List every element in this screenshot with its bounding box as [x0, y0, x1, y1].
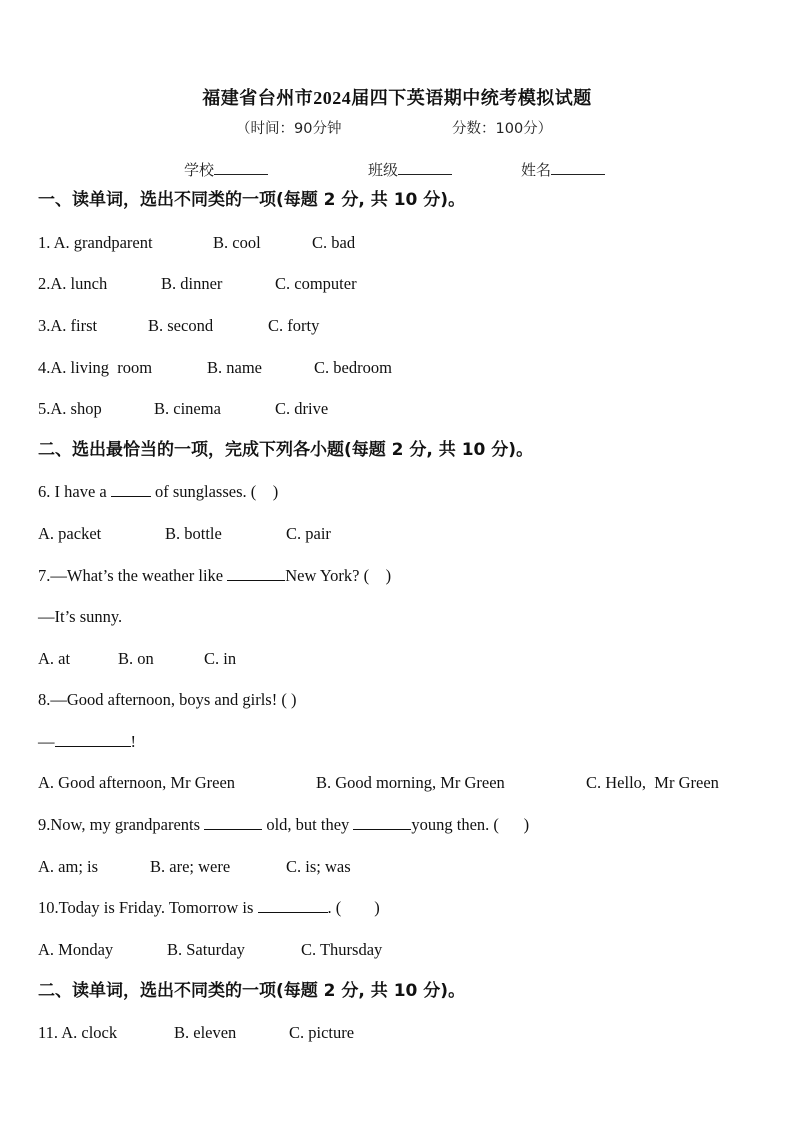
question-number: 4.	[38, 358, 51, 377]
option-b: B. on	[118, 649, 154, 668]
option-c: C. bedroom	[314, 358, 392, 377]
answer-blank[interactable]	[204, 814, 262, 830]
option-b: B. cinema	[154, 399, 221, 418]
question-number: 3.	[38, 316, 51, 335]
class-blank[interactable]	[398, 160, 452, 175]
school-blank[interactable]	[214, 160, 268, 175]
question-8: 8.—Good afternoon, boys and girls! ( )	[38, 690, 297, 709]
option-a: A. living room	[50, 358, 153, 377]
option-a: A. first	[50, 316, 98, 335]
option-c: C. forty	[268, 316, 320, 335]
option-b: B. bottle	[165, 524, 222, 543]
question-2	[38, 273, 107, 295]
question-11	[38, 1022, 117, 1044]
question-1	[38, 232, 153, 254]
name-blank[interactable]	[551, 160, 605, 175]
option-c: C. in	[204, 649, 237, 668]
question-number: 5.	[38, 399, 51, 418]
name-label: 姓名	[521, 161, 552, 179]
name-field	[521, 159, 605, 180]
class-label: 班级	[368, 161, 399, 179]
option-a: A. clock	[61, 1023, 118, 1042]
option-a: A. grandparent	[53, 233, 153, 252]
option-a: A. at	[38, 649, 71, 668]
option-b: B. Saturday	[167, 940, 245, 959]
exclamation: !	[130, 732, 136, 751]
school-label: 学校	[184, 161, 215, 179]
option-a: A. shop	[50, 399, 102, 418]
answer-blank[interactable]	[258, 897, 328, 913]
question-5	[38, 398, 102, 420]
school-field	[184, 159, 268, 180]
option-c: C. is; was	[286, 857, 351, 876]
option-b: B. name	[207, 358, 262, 377]
class-field	[368, 159, 452, 180]
option-a: A. Good afternoon, Mr Green	[38, 773, 236, 792]
question-10	[38, 897, 380, 919]
option-a: A. packet	[38, 524, 102, 543]
option-c: C. pair	[286, 524, 331, 543]
option-a: A. Monday	[38, 940, 114, 959]
question-4	[38, 357, 152, 379]
answer-blank[interactable]	[227, 565, 285, 581]
question-text: . ( )	[327, 898, 380, 917]
question-text: 6. I have a	[38, 482, 111, 501]
option-a: A. am; is	[38, 857, 99, 876]
option-c: C. bad	[312, 233, 356, 252]
option-b: B. Good morning, Mr Green	[316, 773, 505, 792]
page-title: 福建省台州市2024届四下英语期中统考模拟试题	[202, 88, 592, 108]
question-number: 2.	[38, 274, 51, 293]
option-b: B. eleven	[174, 1023, 237, 1042]
question-text: 9.Now, my grandparents	[38, 815, 205, 834]
question-text: of sunglasses. ( )	[150, 482, 279, 501]
option-c: C. picture	[289, 1023, 355, 1042]
option-a: A. lunch	[50, 274, 108, 293]
question-6	[38, 481, 278, 503]
question-text: 10.Today is Friday. Tomorrow is	[38, 898, 258, 917]
dialogue-reply: —It’s sunny.	[38, 607, 123, 626]
section-heading: 二、选出最恰当的一项，完成下列各小题(每题 2 分, 共 10 分)。	[38, 440, 534, 460]
question-3	[38, 315, 97, 337]
dialogue-reply	[38, 731, 136, 753]
question-text: old, but they	[262, 815, 354, 834]
option-c: C. computer	[275, 274, 357, 293]
option-c: C. drive	[275, 399, 329, 418]
section-heading: 二、读单词，选出不同类的一项(每题 2 分, 共 10 分)。	[38, 981, 466, 1001]
answer-blank[interactable]	[353, 814, 411, 830]
option-b: B. are; were	[150, 857, 231, 876]
question-7	[38, 565, 391, 587]
question-text: young then. ( )	[411, 815, 530, 834]
exam-score: 分数：100分）	[452, 121, 553, 137]
dash: —	[38, 732, 55, 751]
option-b: B. cool	[213, 233, 261, 252]
section-heading: 一、读单词，选出不同类的一项(每题 2 分, 共 10 分)。	[38, 190, 466, 210]
question-9	[38, 814, 529, 836]
option-c: C. Hello, Mr Green	[586, 773, 719, 792]
answer-blank[interactable]	[111, 481, 151, 497]
question-text: New York? ( )	[285, 566, 392, 585]
option-c: C. Thursday	[301, 940, 383, 959]
option-b: B. second	[148, 316, 214, 335]
question-text: 7.—What’s the weather like	[38, 566, 228, 585]
option-b: B. dinner	[161, 274, 223, 293]
question-number: 1.	[38, 233, 54, 252]
exam-time: （时间：90分钟	[236, 121, 342, 137]
question-number: 11.	[38, 1023, 62, 1042]
answer-blank[interactable]	[55, 731, 131, 747]
